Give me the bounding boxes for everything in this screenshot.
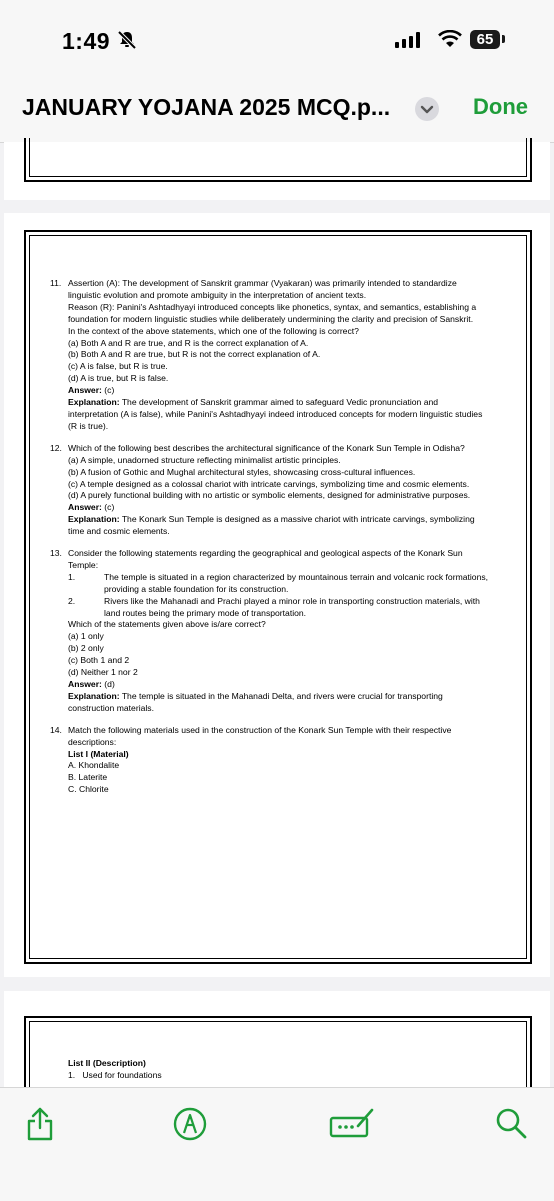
answer-line	[68, 502, 490, 514]
answer-line	[68, 385, 490, 397]
title-menu-button[interactable]	[415, 97, 439, 121]
option-d: (d) Neither 1 nor 2	[68, 667, 138, 678]
explanation-label: Explanation:	[68, 397, 120, 408]
question-line: Reason (R): Panini's Ashtadhyayi introduced concepts like phonetics, syntax, and semantics, establishing a foundation for modern linguistic studies while deliberately undermining the clarity and precision of Sanskrit.	[68, 301, 477, 324]
explanation-text: The Konark Sun Temple is designed as a massive chariot with intricate carvings, symbolizing time and cosmic elements.	[68, 514, 475, 537]
answer-value: (c)	[104, 502, 115, 513]
list-item-number: 1.	[68, 1069, 76, 1080]
question-13	[50, 548, 490, 715]
option-a: (a) A simple, unadorned structure reflecting minimalist artistic principles.	[68, 454, 341, 465]
navigation-bar	[0, 80, 554, 143]
option-a: (a) Both A and R are true, and R is the correct explanation of A.	[68, 337, 309, 348]
question-line: Which of the following best describes the architectural significance of the Konark Sun Temple in Odisha?	[68, 442, 465, 453]
battery-icon: 65	[470, 30, 500, 49]
answer-value: (c)	[104, 385, 115, 396]
page-content	[50, 278, 490, 806]
statement-number: 1.	[68, 571, 76, 582]
question-14	[50, 725, 490, 796]
list-item	[68, 1070, 490, 1082]
explanation-label: Explanation:	[68, 690, 120, 701]
list-heading: List II (Description)	[68, 1058, 146, 1068]
wifi-icon	[438, 30, 462, 48]
explanation-line	[68, 691, 490, 715]
list-item: C. Chlorite	[68, 784, 109, 795]
explanation-line	[68, 397, 490, 433]
explanation-text: The temple is situated in the Mahanadi Delta, and rivers were crucial for transporting construction materials.	[68, 690, 443, 713]
markup-pen-icon	[172, 1106, 208, 1142]
question-number: 13.	[50, 548, 62, 559]
question-number: 11.	[50, 278, 62, 288]
answer-line	[68, 679, 490, 691]
option-d: (d) A is true, but R is false.	[68, 373, 169, 384]
share-icon	[24, 1106, 56, 1142]
status-bar	[0, 0, 554, 80]
question-14-continued	[50, 1058, 490, 1082]
document-title[interactable]: JANUARY YOJANA 2025 MCQ.p...	[22, 94, 391, 120]
form-fill-icon	[328, 1106, 376, 1142]
silent-bell-icon	[117, 30, 137, 50]
explanation-line	[68, 514, 490, 538]
chevron-down-icon	[415, 97, 439, 121]
markup-button[interactable]	[172, 1106, 208, 1147]
bottom-toolbar	[0, 1087, 554, 1201]
question-number: 12.	[50, 442, 62, 453]
option-b: (b) Both A and R are true, but R is not the correct explanation of A.	[68, 349, 321, 360]
option-c: (c) Both 1 and 2	[68, 655, 130, 666]
cellular-signal-icon	[395, 32, 425, 48]
answer-label: Answer:	[68, 679, 102, 689]
statement-text: Rivers like the Mahanadi and Prachi played a minor role in transporting construction materials, with land routes being the primary mode of transportation.	[104, 595, 480, 618]
question-line: Assertion (A): The development of Sanskrit grammar (Vyakaran) was primarily intended to standardize linguistic evolution and promote ambiguity in the interpretation of ancient texts.	[68, 278, 457, 300]
question-12	[50, 443, 490, 538]
question-intro: Match the following materials used in the construction of the Konark Sun Temple with their respective descriptions:	[68, 724, 452, 747]
search-button[interactable]	[494, 1106, 528, 1147]
option-a: (a) 1 only	[68, 631, 104, 642]
option-c: (c) A temple designed as a colossal chariot with intricate carvings, symbolizing time and cosmic elements.	[68, 478, 470, 489]
explanation-label: Explanation:	[68, 514, 120, 525]
question-line: In the context of the above statements, which one of the following is correct?	[68, 325, 359, 336]
question-line: Which of the statements given above is/are correct?	[68, 619, 266, 630]
statement-text: The temple is situated in a region characterized by mountainous terrain and volcanic rock formations, providing a stable foundation for its construction.	[104, 571, 489, 594]
done-button[interactable]: Done	[473, 94, 528, 119]
answer-label: Answer:	[68, 385, 102, 396]
question-number: 14.	[50, 724, 62, 735]
list-item: A. Khondalite	[68, 760, 120, 771]
list-item-text: Used for foundations	[82, 1069, 162, 1080]
page-border-inner	[29, 138, 527, 177]
battery-tip	[502, 35, 505, 43]
statement-number: 2.	[68, 595, 76, 606]
option-c: (c) A is false, but R is true.	[68, 361, 168, 372]
statement-1	[68, 572, 490, 596]
share-button[interactable]	[24, 1106, 56, 1147]
list-heading: List I (Material)	[68, 748, 129, 759]
question-intro: Consider the following statements regarding the geographical and geological aspects of the Konark Sun Temple:	[68, 548, 463, 570]
pdf-page-previous	[4, 142, 550, 200]
question-11	[50, 278, 490, 433]
form-fill-button[interactable]	[328, 1106, 376, 1147]
statement-2	[68, 596, 490, 620]
option-b: (b) 2 only	[68, 643, 104, 654]
answer-label: Answer:	[68, 502, 102, 513]
option-d: (d) A purely functional building with no artistic or symbolic elements, designed for administrative purposes.	[68, 490, 471, 501]
search-icon	[494, 1106, 528, 1142]
explanation-text: The development of Sanskrit grammar aimed to safeguard Vedic pronunciation and interpretation (A is false), while Panini's Ashtadhyayi indeed introduced concepts for modern linguistic studies (R is true).	[68, 397, 483, 431]
list-item: B. Laterite	[68, 772, 108, 783]
answer-value: (d)	[104, 679, 115, 689]
status-time: 1:49	[62, 28, 111, 54]
option-b: (b) A fusion of Gothic and Mughal architectural styles, showcasing cross-cultural influences.	[68, 466, 416, 477]
